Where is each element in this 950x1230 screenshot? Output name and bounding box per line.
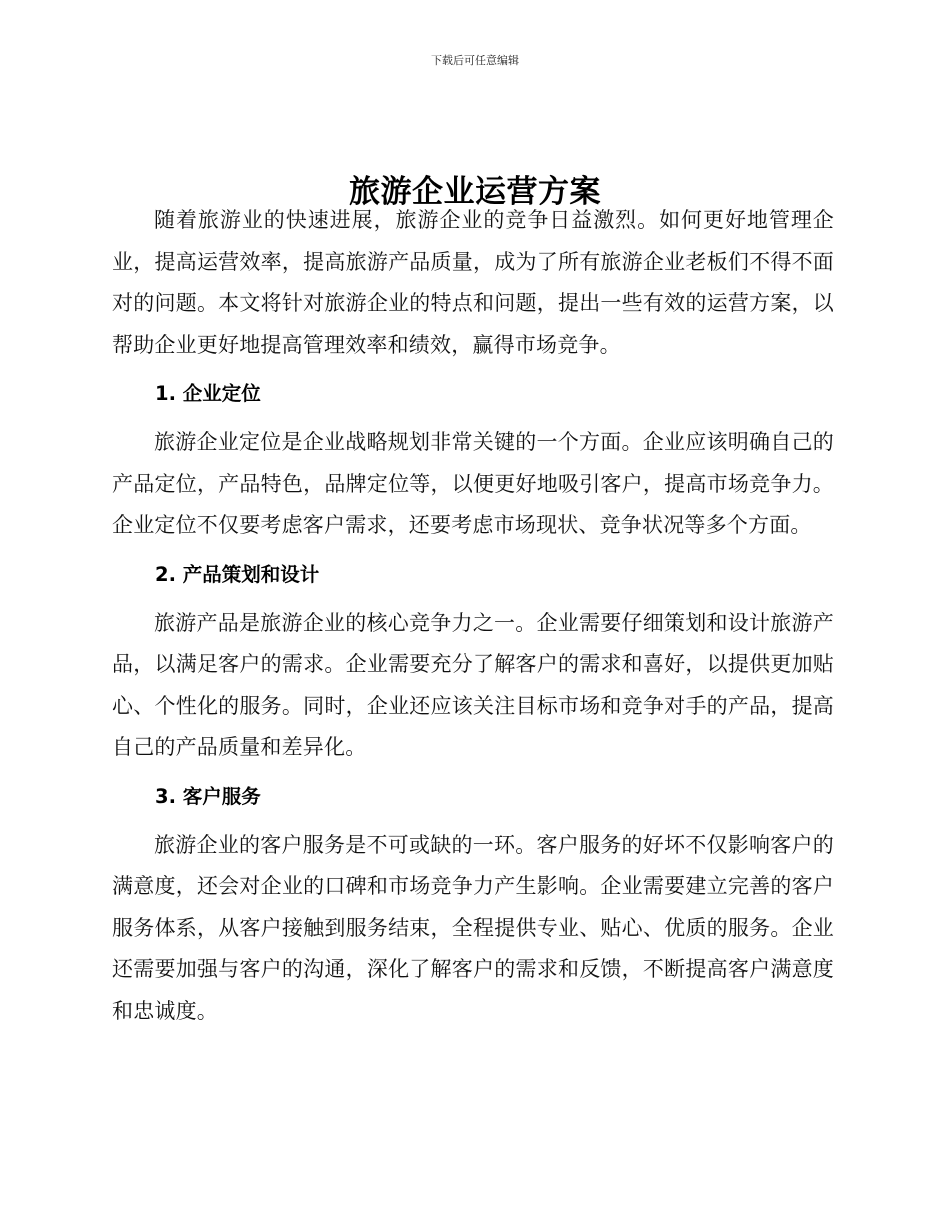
section-heading: 2. 产品策划和设计: [155, 562, 320, 586]
header-note: 下载后可任意编辑: [431, 54, 519, 67]
section-customer-service: [112, 783, 834, 1033]
section-product-design: [112, 561, 834, 769]
document-title: 旅游企业运营方案: [349, 173, 601, 210]
section-heading: 3. 客户服务: [155, 784, 261, 808]
intro-paragraph: 随着旅游业的快速进展，旅游企业的竞争日益激烈。如何更好地管理企业，提高运营效率，提高旅游产品质量，成为了所有旅游企业老板们不得不面对的问题。本文将针对旅游企业的特点和问题，提出一些有效的运营方案，以帮助企业更好地提高管理效率和绩效，赢得市场竞争。: [112, 208, 834, 357]
section-heading: 1. 企业定位: [155, 382, 261, 405]
document-body: [112, 200, 834, 1032]
section-paragraph: 旅游产品是旅游企业的核心竞争力之一。企业需要仔细策划和设计旅游产品，以满足客户的需求。企业需要充分了解客户的需求和喜好，以提供更加贴心、个性化的服务。同时，企业还应该关注目标市场和竞争对手的产品，提高自己的产品质量和差异化。: [112, 610, 834, 759]
section-positioning: [112, 380, 834, 547]
section-paragraph: 旅游企业的客户服务是不可或缺的一环。客户服务的好坏不仅影响客户的满意度，还会对企业的口碑和市场竞争力产生影响。企业需要建立完善的客户服务体系，从客户接触到服务结束，全程提供专业、贴心、优质的服务。企业还需要加强与客户的沟通，深化了解客户的需求和反馈，不断提高客户满意度和忠诚度。: [112, 832, 834, 1023]
section-paragraph: 旅游企业定位是企业战略规划非常关键的一个方面。企业应该明确自己的产品定位，产品特色，品牌定位等，以便更好地吸引客户，提高市场竞争力。企业定位不仅要考虑客户需求，还要考虑市场现状、竞争状况等多个方面。: [112, 430, 834, 537]
